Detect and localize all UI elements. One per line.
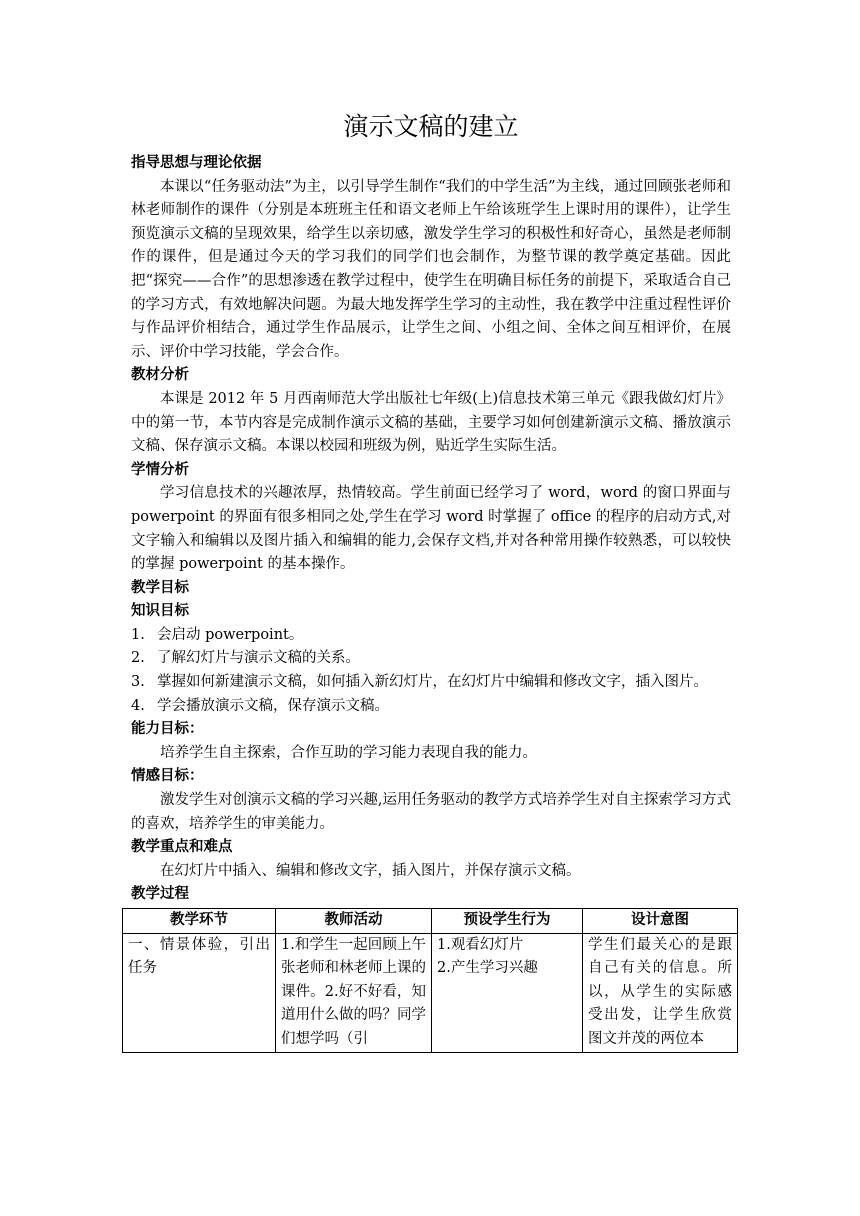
list-item-text: 学会播放演示文稿，保存演示文稿。 [157, 697, 389, 714]
list-item [131, 671, 731, 695]
column-header-intent: 设计意图 [583, 909, 738, 934]
process-table [122, 908, 738, 1053]
cell-intent: 学生们最关心的是跟自己有关的信息。所以，从学生的实际感受出发，让学生欣赏图文并茂的两位本 [583, 933, 738, 1052]
document-title: 演示文稿的建立 [343, 112, 519, 141]
subheading-ability: 能力目标： [131, 721, 204, 738]
table-row [123, 933, 738, 1052]
cell-student [432, 933, 583, 1052]
knowledge-list [131, 624, 731, 718]
cell-stage: 一、情景体验，引出任务 [123, 933, 276, 1052]
list-item-number: 4. [131, 697, 145, 714]
subheading-knowledge: 知识目标 [131, 603, 189, 620]
section-heading-goals: 教学目标 [131, 579, 189, 596]
list-item-number: 3. [131, 674, 145, 691]
guiding-paragraph: 本课以“任务驱动法”为主，以引导学生制作“我们的中学生活”为主线，通过回顾张老师和林老师制作的课件（分别是本班班主任和语文老师上午给该班学生上课时用的课件），让学生预览演示文稿的呈现效果，给学生以亲切感，激发学生学习的积极性和好奇心，虽然是老师制作的课件，但是通过今天的学习我们的同学们也会制作，为整节课的教学奠定基础。因此把“探究——合作”的思想渗透在教学过程中，使学生在明确目标任务的前提下，采取适合自己的学习方式，有效地解决问题。为最大地发挥学生学习的主动性，我在教学中注重过程性评价与作品评价相结合，通过学生作品展示，让学生之间、小组之间、全体之间互相评价，在展示、评价中学习技能，学会合作。 [131, 178, 731, 360]
emotion-paragraph: 激发学生对创演示文稿的学习兴趣,运用任务驱动的教学方式培养学生对自主探索学习方式的喜欢，培养学生的审美能力。 [131, 792, 731, 832]
section-heading-process: 教学过程 [131, 886, 189, 903]
list-item [131, 624, 731, 648]
student-behavior-1: 1.观看幻灯片 [437, 936, 524, 953]
column-header-student: 预设学生行为 [432, 909, 583, 934]
list-item-text: 了解幻灯片与演示文稿的关系。 [157, 650, 360, 667]
cell-teacher: 1.和学生一起回顾上午张老师和林老师上课的课件。2.好不好看，知道用什么做的吗？同学们想学吗（引 [276, 933, 432, 1052]
list-item-number: 2. [131, 650, 145, 667]
column-header-stage: 教学环节 [123, 909, 276, 934]
keypoints-paragraph: 在幻灯片中插入、编辑和修改文字，插入图片，并保存演示文稿。 [160, 862, 581, 879]
list-item [131, 695, 731, 719]
section-heading-keypoints: 教学重点和难点 [131, 839, 233, 856]
list-item-text: 掌握如何新建演示文稿，如何插入新幻灯片，在幻灯片中编辑和修改文字，插入图片。 [157, 674, 708, 691]
ability-paragraph: 培养学生自主探索，合作互助的学习能力表现自我的能力。 [160, 744, 537, 761]
material-paragraph: 本课是 2012 年 5 月西南师范大学出版社七年级(上)信息技术第三单元《跟我做幻灯片》中的第一节，本节内容是完成制作演示文稿的基础，主要学习如何创建新演示文稿、播放演示文稿、保存演示文稿。本课以校园和班级为例，贴近学生实际生活。 [131, 390, 731, 455]
student-behavior-2: 2.产生学习兴趣 [437, 960, 538, 977]
section-heading-guiding: 指导思想与理论依据 [131, 155, 262, 171]
list-item-number: 1. [131, 626, 145, 643]
subheading-emotion: 情感目标： [131, 768, 204, 785]
list-item-text: 会启动 powerpoint。 [157, 626, 304, 643]
list-item [131, 647, 731, 671]
section-heading-learner: 学情分析 [131, 461, 189, 478]
learner-paragraph: 学习信息技术的兴趣浓厚，热情较高。学生前面已经学习了 word，word 的窗口界面与 powerpoint 的界面有很多相同之处,学生在学习 word 时掌握了 office 的程序的启动方式,对文字输入和编辑以及图片插入和编辑的能力,会保存文档,并对各种常用操作较熟悉，可以较快的掌握 powerpoint 的基本操作。 [131, 485, 731, 573]
section-heading-material: 教材分析 [131, 367, 189, 384]
document-page [128, 104, 732, 1053]
table-header-row [123, 909, 738, 934]
column-header-teacher: 教师活动 [276, 909, 432, 934]
